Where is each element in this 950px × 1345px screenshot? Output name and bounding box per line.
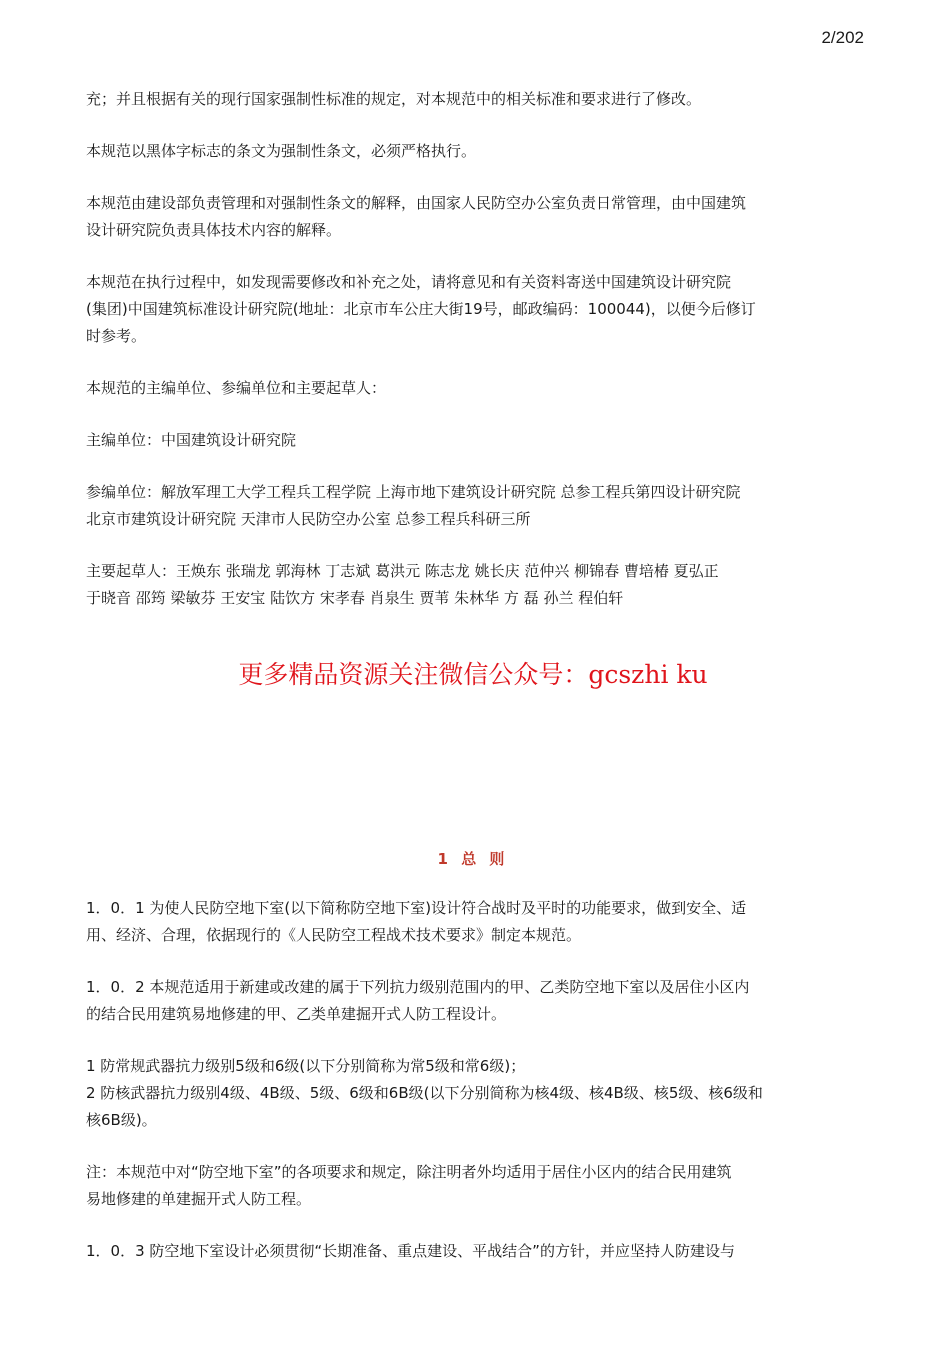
text-line: 主编单位：中国建筑设计研究院 bbox=[86, 431, 297, 449]
text-line: 用、经济、合理，依据现行的《人民防空工程战术技术要求》制定本规范。 bbox=[86, 926, 582, 944]
bottom-section bbox=[86, 895, 860, 1265]
document-body bbox=[86, 86, 860, 1265]
text-line: 参编单位：解放军理工大学工程兵工程学院 上海市地下建筑设计研究院 总参工程兵第四设计研究院 bbox=[86, 483, 741, 501]
paragraph bbox=[86, 86, 860, 113]
paragraph bbox=[86, 138, 860, 165]
text-line: 于晓音 邵筠 梁敏芬 王安宝 陆饮方 宋孝春 肖泉生 贾苇 朱林华 方 磊 孙兰 程伯轩 bbox=[86, 589, 624, 607]
text-line: 2 防核武器抗力级别4级、4B级、5级、6级和6B级(以下分别简称为核4级、核4B级、核5级、核6级和 bbox=[86, 1084, 763, 1102]
text-line: 时参考。 bbox=[86, 327, 147, 345]
text-line: 北京市建筑设计研究院 天津市人民防空办公室 总参工程兵科研三所 bbox=[86, 510, 531, 528]
text-line: 1 防常规武器抗力级别5级和6级(以下分别简称为常5级和常6级)； bbox=[86, 1057, 526, 1075]
text-line: 本规范的主编单位、参编单位和主要起草人： bbox=[86, 379, 387, 397]
section-title: 1 总 则 bbox=[437, 850, 509, 868]
top-section bbox=[86, 86, 860, 612]
paragraph bbox=[86, 895, 860, 949]
text-line: 易地修建的单建掘开式人防工程。 bbox=[86, 1190, 312, 1208]
promo-banner: 更多精品资源关注微信公众号：gcszhi ku bbox=[238, 660, 708, 689]
text-line: 1．0．1 为使人民防空地下室(以下简称防空地下室)设计符合战时及平时的功能要求，做到安全、适 bbox=[86, 899, 747, 917]
text-line: 的结合民用建筑易地修建的甲、乙类单建掘开式人防工程设计。 bbox=[86, 1005, 507, 1023]
paragraph bbox=[86, 1238, 860, 1265]
paragraph bbox=[86, 1053, 860, 1134]
text-line: 设计研究院负责具体技术内容的解释。 bbox=[86, 221, 342, 239]
text-line: (集团)中国建筑标准设计研究院(地址：北京市车公庄大街19号，邮政编码：100044)，以便今后修订 bbox=[86, 300, 756, 318]
text-line: 本规范由建设部负责管理和对强制性条文的解释，由国家人民防空办公室负责日常管理，由中国建筑 bbox=[86, 194, 747, 212]
text-line: 本规范在执行过程中，如发现需要修改和补充之处，请将意见和有关资料寄送中国建筑设计研究院 bbox=[86, 273, 732, 291]
paragraph bbox=[86, 427, 860, 454]
paragraph bbox=[86, 479, 860, 533]
page-number: 2/202 bbox=[821, 28, 864, 47]
paragraph bbox=[86, 269, 860, 350]
paragraph bbox=[86, 190, 860, 244]
text-line: 主要起草人：王焕东 张瑞龙 郭海林 丁志斌 葛洪元 陈志龙 姚长庆 范仲兴 柳锦春 曹培椿 夏弘正 bbox=[86, 562, 719, 580]
text-line: 1．0．2 本规范适用于新建或改建的属于下列抗力级别范围内的甲、乙类防空地下室以及居住小区内 bbox=[86, 978, 750, 996]
paragraph bbox=[86, 558, 860, 612]
text-line: 核6B级)。 bbox=[86, 1111, 157, 1129]
text-line: 本规范以黑体字标志的条文为强制性条文，必须严格执行。 bbox=[86, 142, 477, 160]
text-line: 充；并且根据有关的现行国家强制性标准的规定，对本规范中的相关标准和要求进行了修改。 bbox=[86, 90, 702, 108]
paragraph bbox=[86, 1159, 860, 1213]
text-line: 1．0．3 防空地下室设计必须贯彻“长期准备、重点建设、平战结合”的方针，并应坚持人防建设与 bbox=[86, 1242, 735, 1260]
text-line: 注：本规范中对“防空地下室”的各项要求和规定，除注明者外均适用于居住小区内的结合民用建筑 bbox=[86, 1163, 732, 1181]
paragraph bbox=[86, 974, 860, 1028]
paragraph bbox=[86, 375, 860, 402]
